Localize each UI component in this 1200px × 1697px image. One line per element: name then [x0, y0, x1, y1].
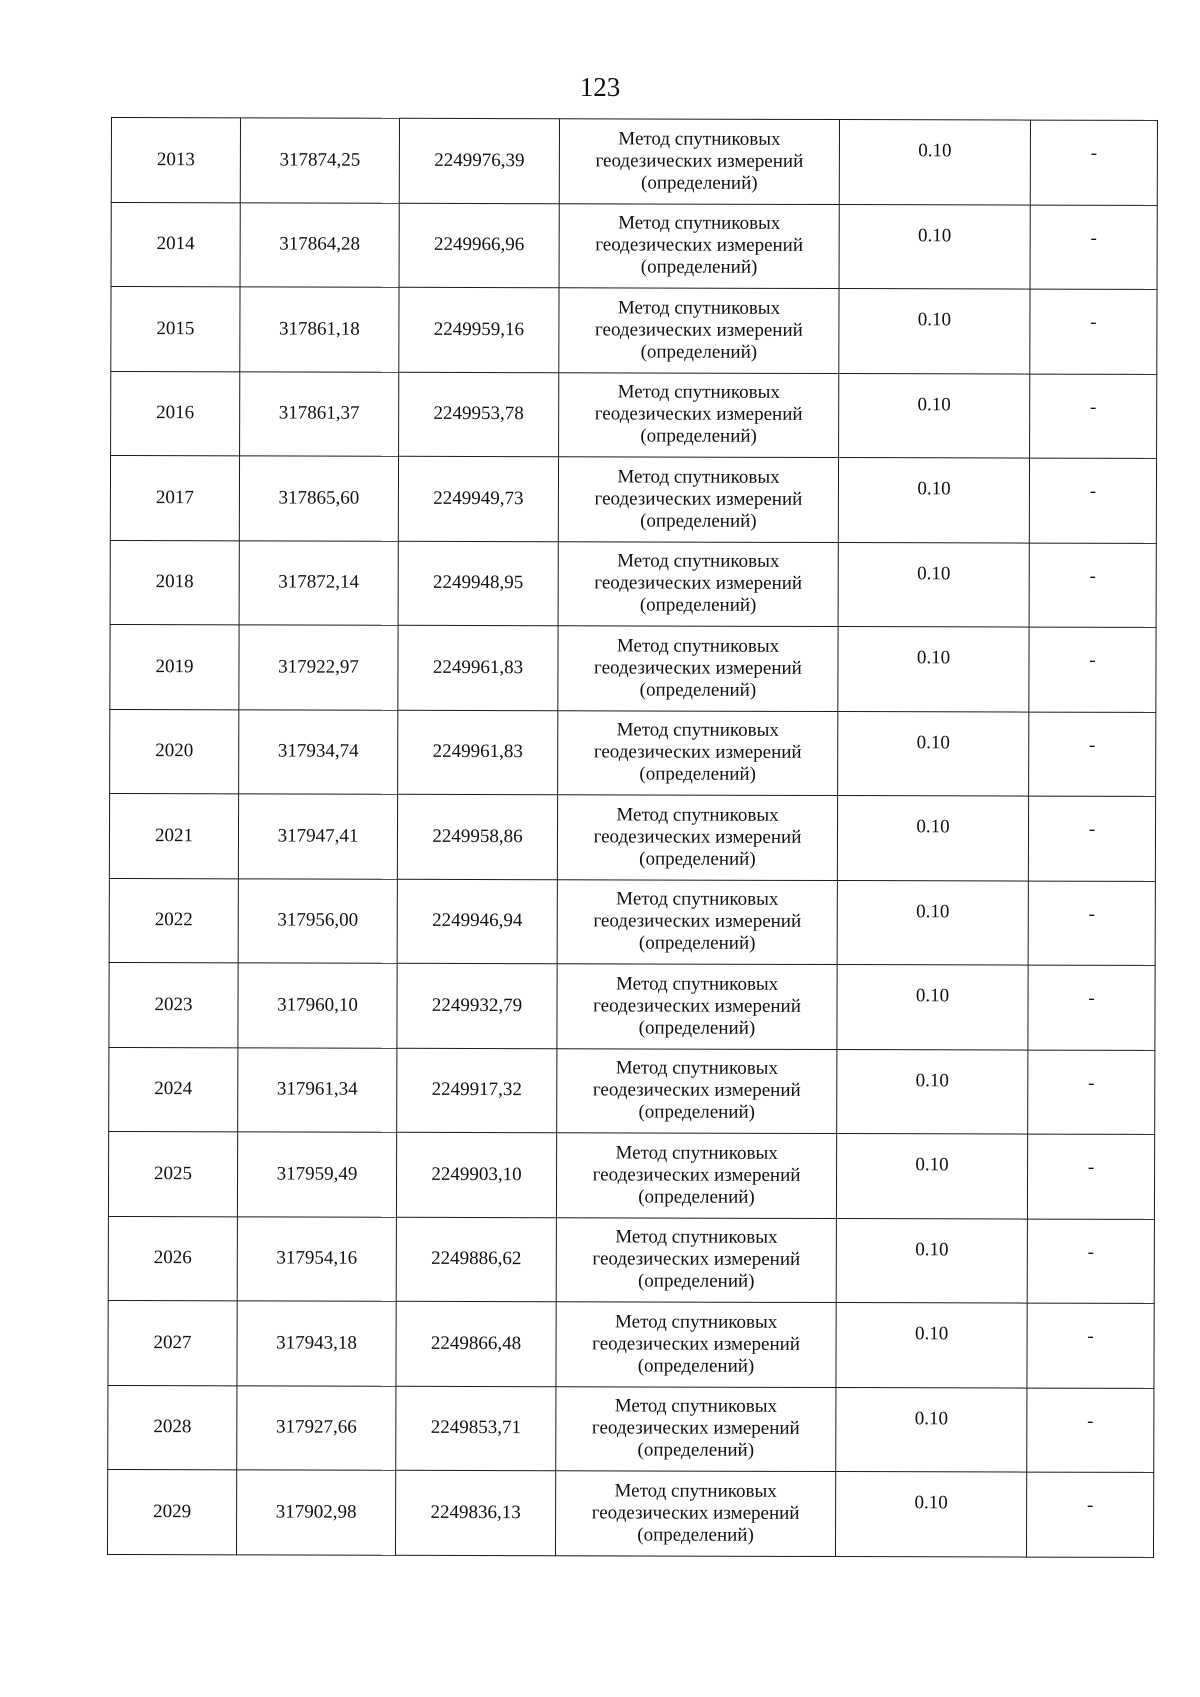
method-cell — [556, 1302, 836, 1387]
y-coordinate-cell: 2249948,95 — [398, 541, 558, 626]
method-line: Метод спутниковых — [615, 1057, 778, 1080]
accuracy-cell — [839, 120, 1030, 205]
note-value: - — [1090, 311, 1097, 333]
accuracy-cell — [836, 1303, 1027, 1388]
note-cell — [1029, 712, 1156, 797]
method-line: Метод спутниковых — [618, 128, 781, 150]
y-coordinate-cell: 2249917,32 — [397, 1048, 557, 1133]
table-row — [109, 962, 1155, 1049]
table-row — [110, 540, 1156, 627]
accuracy-cell — [838, 542, 1029, 627]
method-line: Метод спутниковых — [618, 212, 781, 235]
accuracy-value: 0.10 — [914, 1323, 949, 1345]
page-number: 123 — [579, 72, 621, 102]
y-coordinate-cell: 2249966,96 — [399, 203, 559, 288]
note-value: - — [1089, 480, 1097, 502]
accuracy-value: 0.10 — [914, 1492, 948, 1514]
table-row — [109, 1047, 1155, 1134]
point-number-cell: 2015 — [111, 287, 240, 372]
note-cell — [1030, 289, 1157, 374]
point-number-cell: 2020 — [110, 709, 239, 794]
table-row — [110, 624, 1156, 711]
table-row — [108, 1216, 1154, 1303]
note-value: - — [1088, 987, 1095, 1009]
table-row — [109, 878, 1155, 965]
accuracy-value: 0.10 — [915, 1238, 949, 1260]
table-row — [111, 118, 1157, 205]
method-line: (определений) — [637, 1524, 754, 1546]
method-cell — [557, 795, 837, 880]
note-value: - — [1089, 396, 1097, 418]
method-line: Метод спутниковых — [616, 888, 779, 911]
accuracy-value: 0.10 — [915, 985, 950, 1007]
accuracy-cell — [837, 880, 1028, 965]
method-line: геодезических измерений — [591, 1417, 800, 1440]
method-line: (определений) — [641, 172, 758, 194]
table-row — [111, 287, 1157, 374]
method-line: (определений) — [640, 510, 757, 532]
note-cell — [1026, 1472, 1153, 1557]
method-cell — [559, 372, 839, 457]
x-coordinate-cell: 317961,34 — [238, 1047, 397, 1132]
accuracy-value: 0.10 — [918, 140, 952, 162]
method-line: геодезических измерений — [594, 319, 803, 341]
method-line: геодезических измерений — [593, 995, 801, 1017]
method-line: (определений) — [637, 1439, 755, 1462]
table-row — [111, 202, 1157, 289]
note-value: - — [1089, 734, 1096, 756]
note-value: - — [1088, 1072, 1095, 1094]
method-line: (определений) — [637, 1355, 755, 1377]
accuracy-value: 0.10 — [914, 1407, 949, 1429]
accuracy-value: 0.10 — [917, 478, 951, 500]
accuracy-value: 0.10 — [915, 1154, 949, 1176]
point-number-cell: 2026 — [108, 1216, 237, 1301]
note-cell — [1028, 1050, 1155, 1135]
accuracy-value: 0.10 — [917, 309, 952, 331]
note-cell — [1027, 1388, 1154, 1473]
note-value: - — [1088, 903, 1095, 925]
method-line: геодезических измерений — [594, 488, 803, 510]
accuracy-cell — [836, 1218, 1027, 1303]
table-row — [110, 709, 1156, 796]
y-coordinate-cell: 2249959,16 — [399, 287, 559, 372]
accuracy-value: 0.10 — [917, 393, 951, 415]
table-row — [109, 793, 1155, 880]
x-coordinate-cell: 317947,41 — [238, 794, 397, 879]
x-coordinate-cell: 317954,16 — [237, 1216, 396, 1301]
method-cell — [556, 1386, 836, 1471]
method-line: Метод спутниковых — [616, 804, 779, 826]
accuracy-cell — [836, 1387, 1027, 1472]
method-line: геодезических измерений — [593, 826, 802, 848]
method-line: Метод спутниковых — [614, 1311, 778, 1333]
method-line: Метод спутниковых — [614, 1480, 777, 1502]
method-line: геодезических измерений — [593, 910, 802, 933]
point-number-cell: 2025 — [108, 1131, 237, 1216]
table-row — [108, 1131, 1154, 1218]
accuracy-cell — [839, 289, 1030, 374]
y-coordinate-cell: 2249958,86 — [397, 794, 557, 879]
method-cell — [556, 1217, 836, 1302]
accuracy-cell — [835, 1472, 1026, 1557]
method-cell — [556, 1133, 836, 1218]
method-line: геодезических измерений — [595, 150, 804, 172]
x-coordinate-cell: 317864,28 — [240, 202, 399, 287]
note-value: - — [1089, 565, 1096, 587]
point-number-cell: 2024 — [109, 1047, 238, 1132]
x-coordinate-cell: 317934,74 — [239, 709, 398, 794]
method-line: (определений) — [640, 425, 757, 448]
note-value: - — [1087, 1156, 1095, 1178]
x-coordinate-cell: 317960,10 — [238, 963, 397, 1048]
method-cell — [557, 1048, 837, 1133]
table-row — [111, 371, 1157, 458]
method-cell — [558, 457, 838, 542]
y-coordinate-cell: 2249903,10 — [396, 1132, 556, 1217]
method-cell — [559, 288, 839, 373]
y-coordinate-cell: 2249886,62 — [396, 1217, 556, 1302]
method-line: Метод спутниковых — [616, 719, 779, 742]
x-coordinate-cell: 317861,18 — [240, 287, 399, 372]
coordinates-table — [107, 117, 1158, 1557]
note-value: - — [1087, 1325, 1094, 1347]
x-coordinate-cell: 317902,98 — [236, 1470, 395, 1555]
method-line: геодезических измерений — [591, 1502, 800, 1524]
method-cell — [555, 1471, 835, 1556]
accuracy-cell — [837, 1049, 1028, 1134]
method-line: (определений) — [640, 341, 758, 363]
x-coordinate-cell: 317874,25 — [240, 118, 399, 203]
accuracy-cell — [839, 373, 1030, 458]
accuracy-value: 0.10 — [918, 224, 952, 246]
method-line: геодезических измерений — [592, 1164, 801, 1186]
method-cell — [558, 541, 838, 626]
method-line: геодезических измерений — [592, 1079, 801, 1102]
point-number-cell: 2022 — [109, 878, 238, 963]
method-line: Метод спутниковых — [616, 635, 780, 657]
table-row — [107, 1469, 1153, 1556]
note-value: - — [1086, 1494, 1094, 1516]
y-coordinate-cell: 2249836,13 — [395, 1470, 555, 1555]
point-number-cell: 2021 — [109, 793, 238, 878]
method-line: (определений) — [638, 932, 756, 955]
accuracy-value: 0.10 — [916, 900, 950, 922]
y-coordinate-cell: 2249853,71 — [396, 1386, 556, 1471]
y-coordinate-cell: 2249976,39 — [399, 118, 559, 203]
x-coordinate-cell: 317861,37 — [240, 371, 399, 456]
method-line: (определений) — [639, 594, 757, 617]
method-line: Метод спутниковых — [615, 1226, 778, 1249]
point-number-cell: 2028 — [108, 1385, 237, 1470]
note-cell — [1028, 965, 1155, 1050]
method-cell — [559, 119, 839, 204]
point-number-cell: 2017 — [110, 456, 239, 541]
accuracy-cell — [838, 711, 1029, 796]
method-line: (определений) — [639, 763, 756, 786]
x-coordinate-cell: 317927,66 — [237, 1385, 396, 1470]
x-coordinate-cell: 317943,18 — [237, 1301, 396, 1386]
method-line: Метод спутниковых — [615, 973, 779, 995]
method-line: геодезических измерений — [594, 403, 803, 426]
y-coordinate-cell: 2249961,83 — [398, 625, 558, 710]
note-cell — [1030, 374, 1157, 459]
method-line: (определений) — [638, 1101, 756, 1124]
note-cell — [1028, 881, 1155, 966]
note-value: - — [1090, 227, 1097, 249]
accuracy-value: 0.10 — [916, 816, 950, 838]
x-coordinate-cell: 317872,14 — [239, 540, 398, 625]
method-line: (определений) — [637, 1270, 755, 1293]
point-number-cell: 2023 — [109, 962, 238, 1047]
note-cell — [1027, 1303, 1154, 1388]
method-line: Метод спутниковых — [617, 297, 781, 319]
table-row — [108, 1300, 1154, 1387]
note-cell — [1029, 458, 1156, 543]
method-line: Метод спутниковых — [617, 550, 780, 573]
x-coordinate-cell: 317956,00 — [238, 878, 397, 963]
method-line: геодезических измерений — [593, 741, 802, 764]
method-line: (определений) — [639, 848, 756, 870]
method-line: Метод спутниковых — [615, 1142, 778, 1164]
x-coordinate-cell: 317959,49 — [237, 1132, 396, 1217]
accuracy-cell — [837, 965, 1028, 1050]
table-row — [110, 456, 1156, 543]
accuracy-cell — [839, 204, 1030, 289]
method-line: (определений) — [639, 679, 757, 701]
note-value: - — [1087, 1241, 1095, 1263]
method-line: геодезических измерений — [592, 1333, 800, 1355]
point-number-cell: 2018 — [110, 540, 239, 625]
point-number-cell: 2016 — [111, 371, 240, 456]
method-cell — [558, 710, 838, 795]
table-row — [108, 1385, 1154, 1472]
note-cell — [1029, 627, 1156, 712]
point-number-cell: 2019 — [110, 624, 239, 709]
accuracy-cell — [838, 627, 1029, 712]
y-coordinate-cell: 2249949,73 — [398, 456, 558, 541]
y-coordinate-cell: 2249866,48 — [396, 1301, 556, 1386]
note-cell — [1027, 1134, 1154, 1219]
note-value: - — [1090, 142, 1098, 164]
note-value: - — [1087, 1410, 1094, 1432]
accuracy-value: 0.10 — [917, 562, 951, 584]
method-cell — [557, 879, 837, 964]
method-line: (определений) — [638, 1186, 755, 1208]
x-coordinate-cell: 317865,60 — [239, 456, 398, 541]
method-line: Метод спутниковых — [614, 1395, 778, 1418]
y-coordinate-cell: 2249946,94 — [397, 879, 557, 964]
note-value: - — [1089, 649, 1096, 671]
point-number-cell: 2014 — [111, 202, 240, 287]
y-coordinate-cell: 2249961,83 — [398, 710, 558, 795]
y-coordinate-cell: 2249932,79 — [397, 963, 557, 1048]
method-cell — [557, 964, 837, 1049]
point-number-cell: 2013 — [111, 118, 240, 203]
point-number-cell: 2029 — [107, 1469, 236, 1554]
note-cell — [1030, 205, 1157, 290]
accuracy-value: 0.10 — [916, 647, 951, 669]
accuracy-cell — [837, 796, 1028, 881]
note-cell — [1028, 796, 1155, 881]
method-line: геодезических измерений — [594, 657, 802, 679]
method-line: Метод спутниковых — [617, 381, 780, 404]
accuracy-value: 0.10 — [915, 1069, 949, 1091]
accuracy-cell — [836, 1134, 1027, 1219]
method-line: Метод спутниковых — [617, 466, 780, 488]
method-line: (определений) — [638, 1017, 756, 1039]
table-body — [107, 118, 1157, 1557]
accuracy-cell — [838, 458, 1029, 543]
method-line: геодезических измерений — [594, 572, 803, 595]
note-cell — [1030, 120, 1157, 205]
method-line: геодезических измерений — [592, 1248, 801, 1271]
note-value: - — [1088, 818, 1096, 840]
note-cell — [1029, 543, 1156, 628]
method-cell — [558, 626, 838, 711]
method-line: геодезических измерений — [595, 234, 804, 257]
method-line: (определений) — [640, 256, 758, 279]
accuracy-value: 0.10 — [916, 731, 950, 753]
point-number-cell: 2027 — [108, 1300, 237, 1385]
x-coordinate-cell: 317922,97 — [239, 625, 398, 710]
method-cell — [559, 203, 839, 288]
note-cell — [1027, 1219, 1154, 1304]
y-coordinate-cell: 2249953,78 — [399, 372, 559, 457]
